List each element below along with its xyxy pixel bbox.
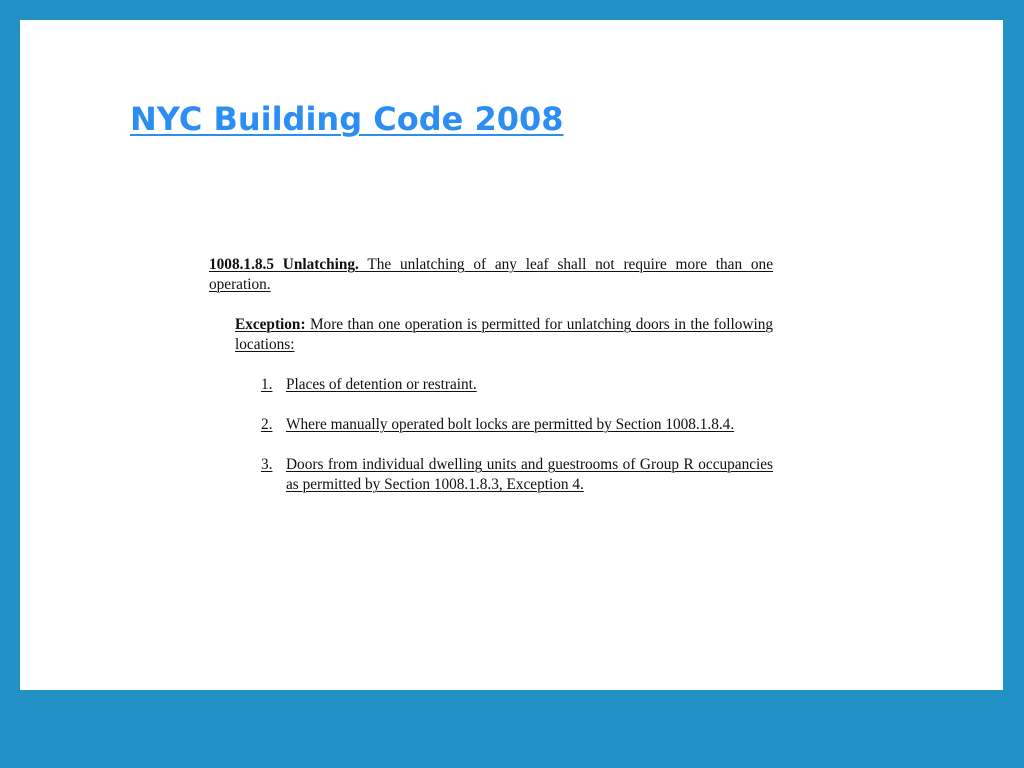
code-excerpt-image xyxy=(209,255,773,495)
list-item-text: Doors from individual dwelling units and guestrooms of Group R occupancies as permitted by Section 1008.1.8.3, Exception 4. xyxy=(286,456,773,493)
list-item-number: 1. xyxy=(261,376,273,393)
list-item-text: Places of detention or restraint. xyxy=(286,376,477,393)
list-item xyxy=(261,375,773,395)
section-heading: 1008.1.8.5 Unlatching. xyxy=(209,256,359,273)
exception-paragraph xyxy=(235,315,773,355)
section-paragraph xyxy=(209,255,773,295)
list-item-number: 3. xyxy=(261,456,273,473)
list-item xyxy=(261,455,773,495)
section-text: The unlatching of any leaf shall not require more than one operation. xyxy=(209,256,773,293)
exception-label: Exception: xyxy=(235,316,306,333)
slide-canvas xyxy=(20,20,1003,690)
exception-text: More than one operation is permitted for unlatching doors in the following locations: xyxy=(235,316,773,353)
list-item-text: Where manually operated bolt locks are permitted by Section 1008.1.8.4. xyxy=(286,416,735,433)
slide-title-link[interactable]: NYC Building Code 2008 xyxy=(130,100,564,138)
list-item-number: 2. xyxy=(261,416,273,433)
list-item xyxy=(261,415,773,435)
exception-list xyxy=(261,375,773,495)
